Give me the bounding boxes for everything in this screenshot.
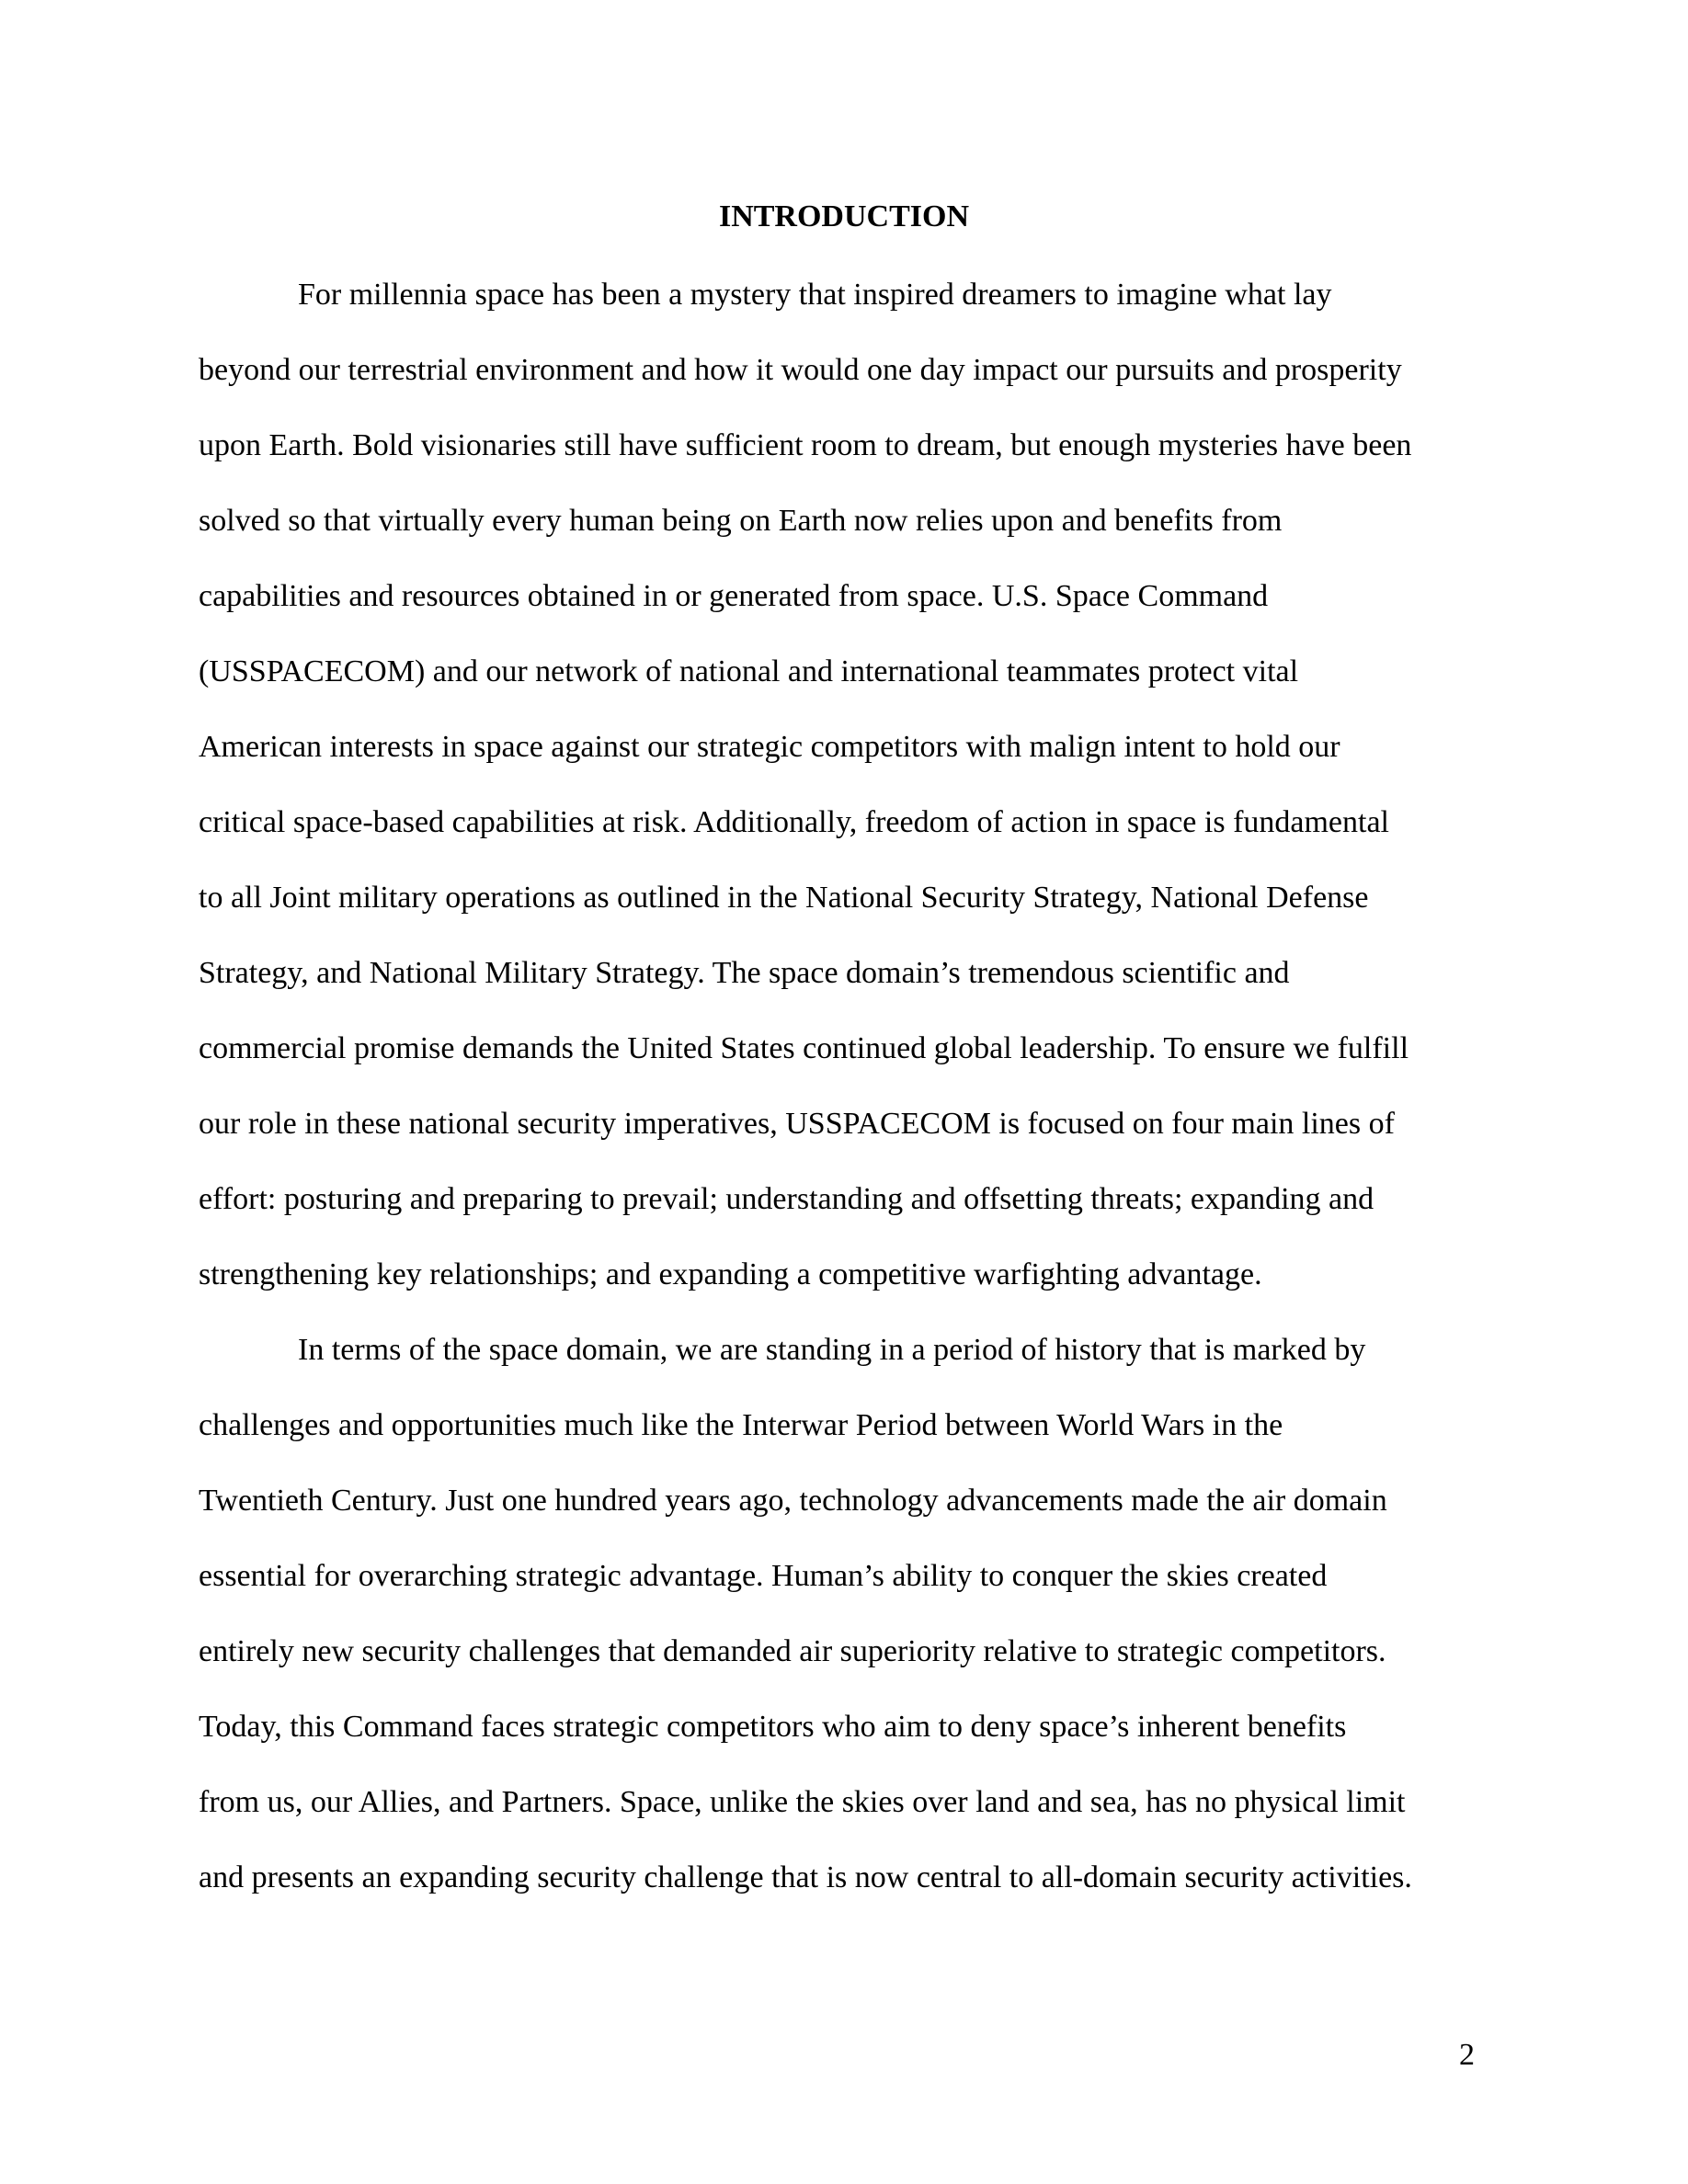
paragraph-1-line-2: beyond our terrestrial environment and how it would one day impact our pursuits and prosperity [199,353,1402,387]
paragraph-1-line-8: critical space-based capabilities at risk. Additionally, freedom of action in space is fundamental [199,805,1390,839]
paragraph-1-line-4: solved so that virtually every human being on Earth now relies upon and benefits from [199,504,1283,538]
page-number: 2 [1459,2038,1475,2072]
paragraph-2-line-6: Today, this Command faces strategic competitors who aim to deny space’s inherent benefits [199,1710,1347,1744]
paragraph-2-line-3: Twentieth Century. Just one hundred years ago, technology advancements made the air domain [199,1484,1387,1518]
paragraph-1-line-11: commercial promise demands the United States continued global leadership. To ensure we fulfill [199,1031,1409,1065]
section-heading: INTRODUCTION [718,199,970,233]
paragraph-1-line-3: upon Earth. Bold visionaries still have sufficient room to dream, but enough mysteries have been [199,428,1412,462]
paragraph-1-line-6: (USSPACECOM) and our network of national and international teammates protect vital [199,654,1299,688]
paragraph-1-line-5: capabilities and resources obtained in or generated from space. U.S. Space Command [199,579,1269,613]
paragraph-2-line-7: from us, our Allies, and Partners. Space, unlike the skies over land and sea, has no physical limit [199,1785,1406,1819]
paragraph-2-line-2: challenges and opportunities much like the Interwar Period between World Wars in the [199,1408,1283,1442]
paragraph-1-line-14: strengthening key relationships; and expanding a competitive warfighting advantage. [199,1257,1262,1291]
paragraph-2-line-5: entirely new security challenges that demanded air superiority relative to strategic competitors. [199,1634,1386,1668]
paragraph-1-line-13: effort: posturing and preparing to prevail; understanding and offsetting threats; expanding and [199,1182,1374,1216]
paragraph-1-line-1: For millennia space has been a mystery that inspired dreamers to imagine what lay [298,278,1332,312]
paragraph-1-line-9: to all Joint military operations as outlined in the National Security Strategy, National Defense [199,881,1369,915]
paragraph-1-line-12: our role in these national security imperatives, USSPACECOM is focused on four main lines of [199,1107,1395,1141]
paragraph-2-line-8: and presents an expanding security challenge that is now central to all-domain security activities. [199,1860,1412,1894]
paragraph-2-line-1: In terms of the space domain, we are standing in a period of history that is marked by [298,1333,1366,1367]
paragraph-1-line-7: American interests in space against our strategic competitors with malign intent to hold our [199,730,1340,764]
paragraph-2-line-4: essential for overarching strategic advantage. Human’s ability to conquer the skies created [199,1559,1328,1593]
paragraph-1-line-10: Strategy, and National Military Strategy. The space domain’s tremendous scientific and [199,956,1290,990]
